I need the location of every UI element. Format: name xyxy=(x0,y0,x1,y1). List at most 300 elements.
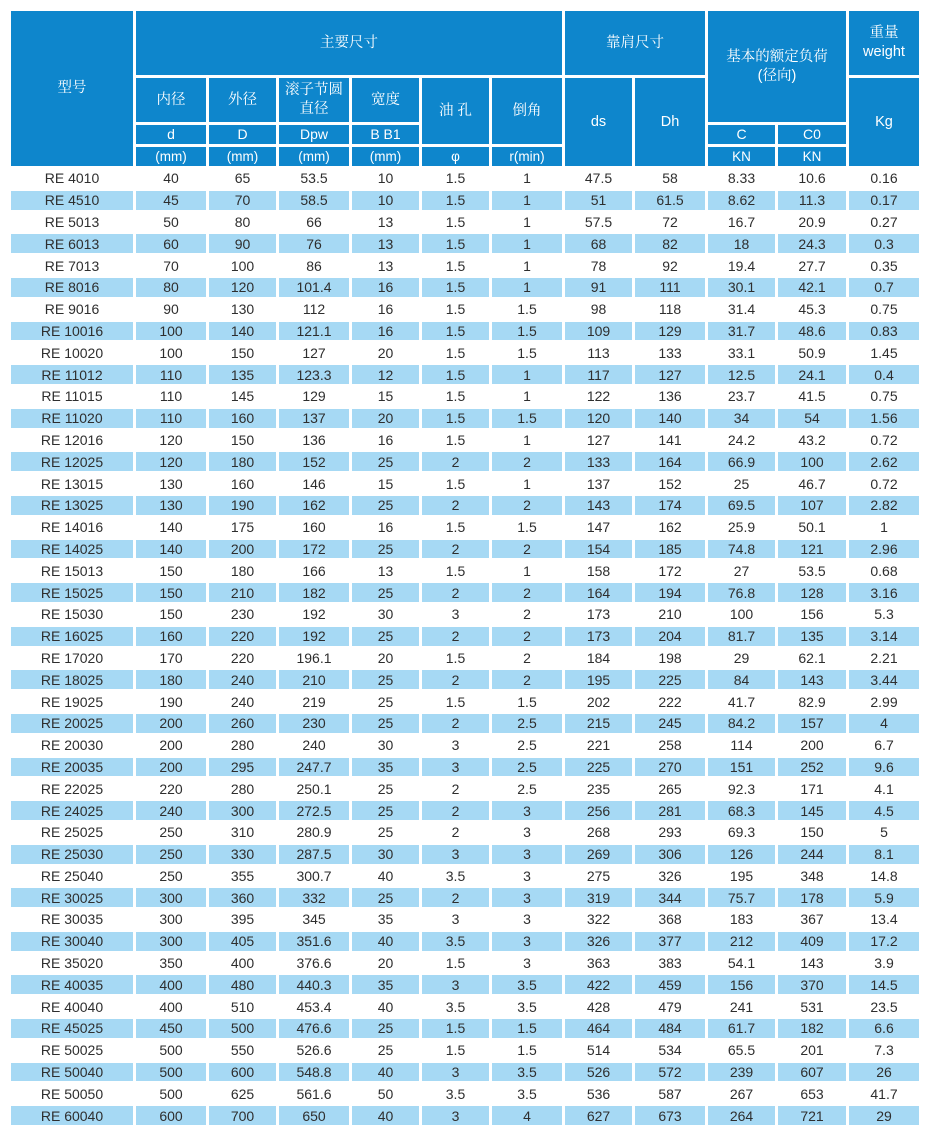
ds-cell: 68 xyxy=(565,234,632,253)
kg-cell: 3.14 xyxy=(849,627,919,646)
Dpw-cell: 272.5 xyxy=(279,801,349,820)
C0-cell: 252 xyxy=(778,758,846,777)
Dpw-cell: 192 xyxy=(302,606,326,623)
kg-cell: 4 xyxy=(849,714,919,733)
Dpw-cell: 127 xyxy=(302,344,326,361)
D-cell: 240 xyxy=(209,670,276,689)
table-row xyxy=(11,191,919,210)
kg-cell: 0.68 xyxy=(870,562,898,579)
model-cell: RE 25040 xyxy=(40,867,104,884)
rmin-cell: 1 xyxy=(523,170,531,187)
rmin-cell: 3 xyxy=(492,801,562,820)
C0-cell: 42.1 xyxy=(778,278,846,297)
C0-cell: 370 xyxy=(778,975,846,994)
model-cell: RE 4010 xyxy=(44,170,100,187)
phi-cell: 1.5 xyxy=(445,388,466,405)
BB1-cell: 25 xyxy=(377,824,394,841)
C-cell: 8.33 xyxy=(727,170,756,187)
kg-cell: 4.5 xyxy=(849,801,919,820)
col-group-rated-load xyxy=(708,11,846,122)
D-cell: 80 xyxy=(234,213,251,230)
ds-cell: 215 xyxy=(565,714,632,733)
Dpw-cell: 112 xyxy=(302,301,326,318)
model-cell: RE 20030 xyxy=(40,737,104,754)
d-cell: 40 xyxy=(163,170,179,187)
phi-cell: 2 xyxy=(422,583,489,602)
D-cell: 260 xyxy=(209,714,276,733)
col-header-width: 宽度 xyxy=(352,78,419,122)
C0-cell: 50.9 xyxy=(798,344,826,361)
Dpw-cell: 162 xyxy=(279,496,349,515)
d-cell: 300 xyxy=(136,888,206,907)
Dh-cell: 484 xyxy=(635,1019,705,1038)
C0-cell: 143 xyxy=(778,670,846,689)
C-cell: 212 xyxy=(708,932,775,951)
table-row xyxy=(11,474,919,493)
Dpw-cell: 548.8 xyxy=(279,1063,349,1082)
phi-cell: 2 xyxy=(422,714,489,733)
phi-cell: 3 xyxy=(422,845,489,864)
d-cell: 500 xyxy=(136,1063,206,1082)
d-cell: 150 xyxy=(159,606,183,623)
Dpw-cell: 561.6 xyxy=(296,1085,332,1102)
d-cell: 130 xyxy=(159,475,183,492)
Dpw-cell: 123.3 xyxy=(279,365,349,384)
model-cell: RE 30040 xyxy=(11,932,133,951)
rmin-cell: 4 xyxy=(492,1106,562,1125)
phi-cell: 1.5 xyxy=(422,1019,489,1038)
rmin-cell: 3 xyxy=(523,867,531,884)
rated-load-line2: (径向) xyxy=(757,67,797,84)
BB1-cell: 25 xyxy=(352,888,419,907)
model-cell: RE 60040 xyxy=(11,1106,133,1125)
rmin-cell: 1 xyxy=(492,191,562,210)
phi-cell: 3 xyxy=(422,975,489,994)
Dh-cell: 673 xyxy=(635,1106,705,1125)
Dh-cell: 82 xyxy=(635,234,705,253)
C0-cell: 244 xyxy=(778,845,846,864)
model-cell: RE 5013 xyxy=(44,213,100,230)
BB1-cell: 40 xyxy=(377,998,394,1015)
BB1-cell: 25 xyxy=(352,452,419,471)
BB1-cell: 12 xyxy=(352,365,419,384)
ds-cell: 514 xyxy=(586,1042,611,1059)
ds-cell: 202 xyxy=(586,693,611,710)
BB1-cell: 35 xyxy=(352,975,419,994)
Dh-cell: 225 xyxy=(635,670,705,689)
Dh-cell: 587 xyxy=(658,1085,682,1102)
Dh-cell: 118 xyxy=(658,301,682,318)
BB1-cell: 25 xyxy=(352,583,419,602)
BB1-cell: 30 xyxy=(377,606,394,623)
C-cell: 30.1 xyxy=(708,278,775,297)
Dpw-cell: 453.4 xyxy=(296,998,332,1015)
C-cell: 183 xyxy=(729,911,754,928)
Dpw-cell: 196.1 xyxy=(296,649,332,666)
d-cell: 250 xyxy=(136,845,206,864)
Dh-cell: 204 xyxy=(635,627,705,646)
BB1-cell: 13 xyxy=(377,213,394,230)
weight-label-cn: 重量 xyxy=(869,25,899,42)
table-row xyxy=(11,387,919,406)
d-cell: 110 xyxy=(159,388,183,405)
D-cell: 220 xyxy=(230,649,255,666)
model-cell: RE 16025 xyxy=(11,627,133,646)
phi-cell: 3.5 xyxy=(445,1085,466,1102)
C-cell: 100 xyxy=(729,606,754,623)
phi-cell: 3 xyxy=(451,911,460,928)
C0-cell: 171 xyxy=(800,780,824,797)
rmin-cell: 3.5 xyxy=(517,1085,537,1102)
D-cell: 150 xyxy=(230,431,255,448)
BB1-cell: 20 xyxy=(352,409,419,428)
Dh-cell: 61.5 xyxy=(635,191,705,210)
table-row xyxy=(11,1084,919,1103)
table-row xyxy=(11,670,919,689)
table-row xyxy=(11,1063,919,1082)
model-cell: RE 15030 xyxy=(40,606,104,623)
ds-cell: 173 xyxy=(586,606,611,623)
model-cell: RE 17020 xyxy=(40,649,104,666)
D-cell: 400 xyxy=(230,955,255,972)
Dpw-cell: 351.6 xyxy=(279,932,349,951)
model-cell: RE 10020 xyxy=(40,344,104,361)
rmin-cell: 3 xyxy=(492,888,562,907)
kg-cell: 0.75 xyxy=(870,388,898,405)
d-cell: 120 xyxy=(159,431,183,448)
d-cell: 45 xyxy=(136,191,206,210)
Dpw-cell: 332 xyxy=(279,888,349,907)
Dpw-cell: 121.1 xyxy=(279,322,349,341)
model-cell: RE 40035 xyxy=(11,975,133,994)
Dh-cell: 172 xyxy=(658,562,682,579)
Dpw-cell: 53.5 xyxy=(300,170,328,187)
rmin-cell: 2 xyxy=(492,627,562,646)
d-cell: 100 xyxy=(136,322,206,341)
rmin-cell: 1 xyxy=(523,257,531,274)
col-symbol-d: d xyxy=(136,125,206,144)
table-row xyxy=(11,365,919,384)
ds-cell: 133 xyxy=(565,452,632,471)
BB1-cell: 25 xyxy=(352,670,419,689)
ds-cell: 268 xyxy=(586,824,611,841)
C-cell: 18 xyxy=(708,234,775,253)
kg-cell: 2.82 xyxy=(849,496,919,515)
rmin-cell: 1.5 xyxy=(517,519,537,536)
bearing-spec-table xyxy=(8,8,922,1128)
phi-cell: 1.5 xyxy=(422,234,489,253)
rmin-cell: 2 xyxy=(523,606,531,623)
phi-cell: 3 xyxy=(451,737,460,754)
ds-cell: 322 xyxy=(586,911,611,928)
Dpw-cell: 287.5 xyxy=(279,845,349,864)
ds-cell: 51 xyxy=(565,191,632,210)
rmin-cell: 1 xyxy=(523,388,531,405)
phi-cell: 1.5 xyxy=(445,693,466,710)
phi-cell: 1.5 xyxy=(445,562,466,579)
C-cell: 31.7 xyxy=(708,322,775,341)
Dpw-cell: 440.3 xyxy=(279,975,349,994)
Dh-cell: 162 xyxy=(658,519,682,536)
Dh-cell: 127 xyxy=(635,365,705,384)
phi-cell: 3 xyxy=(451,606,460,623)
Dh-cell: 152 xyxy=(658,475,682,492)
BB1-cell: 13 xyxy=(377,257,394,274)
kg-cell: 9.6 xyxy=(849,758,919,777)
model-cell: RE 18025 xyxy=(11,670,133,689)
Dh-cell: 258 xyxy=(658,737,682,754)
Dh-cell: 198 xyxy=(658,649,682,666)
model-cell: RE 50050 xyxy=(40,1085,104,1102)
Dh-cell: 326 xyxy=(658,867,682,884)
col-header-inner-diameter: 内径 xyxy=(136,78,206,122)
table-row xyxy=(11,997,919,1016)
d-cell: 60 xyxy=(136,234,206,253)
table-row xyxy=(11,256,919,275)
C-cell: 126 xyxy=(708,845,775,864)
phi-cell: 1.5 xyxy=(445,301,466,318)
col-symbol-C0: C0 xyxy=(778,125,846,144)
rated-load-line1: 基本的额定负荷 xyxy=(726,48,828,65)
d-cell: 500 xyxy=(159,1085,183,1102)
C-cell: 81.7 xyxy=(708,627,775,646)
D-cell: 355 xyxy=(230,867,255,884)
D-cell: 240 xyxy=(230,693,255,710)
C0-cell: 653 xyxy=(800,1085,824,1102)
ds-cell: 184 xyxy=(586,649,611,666)
ds-cell: 363 xyxy=(586,955,611,972)
BB1-cell: 30 xyxy=(352,845,419,864)
table-row xyxy=(11,431,919,450)
kg-cell: 0.83 xyxy=(849,322,919,341)
phi-cell: 2 xyxy=(422,496,489,515)
table-row xyxy=(11,627,919,646)
rmin-cell: 1 xyxy=(523,562,531,579)
table-row xyxy=(11,975,919,994)
d-cell: 110 xyxy=(136,365,206,384)
d-cell: 200 xyxy=(136,714,206,733)
model-cell: RE 14016 xyxy=(40,519,104,536)
kg-cell: 0.4 xyxy=(849,365,919,384)
model-cell: RE 30035 xyxy=(40,911,104,928)
rmin-cell: 1 xyxy=(492,365,562,384)
D-cell: 130 xyxy=(230,301,255,318)
model-cell: RE 13015 xyxy=(40,475,104,492)
BB1-cell: 30 xyxy=(377,737,394,754)
table-row xyxy=(11,300,919,319)
ds-cell: 464 xyxy=(565,1019,632,1038)
kg-cell: 2.62 xyxy=(849,452,919,471)
table-row xyxy=(11,867,919,886)
Dh-cell: 306 xyxy=(635,845,705,864)
kg-cell: 1.56 xyxy=(849,409,919,428)
C-cell: 267 xyxy=(729,1085,754,1102)
Dh-cell: 129 xyxy=(635,322,705,341)
C-cell: 84.2 xyxy=(708,714,775,733)
BB1-cell: 16 xyxy=(377,519,394,536)
phi-cell: 2 xyxy=(422,627,489,646)
D-cell: 480 xyxy=(209,975,276,994)
D-cell: 65 xyxy=(234,170,251,187)
ds-cell: 158 xyxy=(586,562,611,579)
D-cell: 120 xyxy=(209,278,276,297)
BB1-cell: 25 xyxy=(377,780,394,797)
kg-cell: 0.72 xyxy=(870,475,898,492)
model-cell: RE 4510 xyxy=(11,191,133,210)
table-row xyxy=(11,714,919,733)
Dh-cell: 222 xyxy=(658,693,682,710)
D-cell: 280 xyxy=(230,737,255,754)
ds-cell: 117 xyxy=(565,365,632,384)
model-cell: RE 6013 xyxy=(11,234,133,253)
phi-cell: 3.5 xyxy=(445,998,466,1015)
table-row xyxy=(11,823,919,842)
phi-cell: 1.5 xyxy=(445,955,466,972)
phi-cell: 1.5 xyxy=(445,213,466,230)
Dpw-cell: 146 xyxy=(302,475,326,492)
kg-cell: 5.3 xyxy=(874,606,894,623)
phi-cell: 1.5 xyxy=(445,519,466,536)
C-cell: 61.7 xyxy=(708,1019,775,1038)
col-symbol-Dpw: Dpw xyxy=(279,125,349,144)
weight-label-en: weight xyxy=(863,44,905,60)
C0-cell: 200 xyxy=(800,737,824,754)
C-cell: 68.3 xyxy=(708,801,775,820)
ds-cell: 113 xyxy=(587,344,610,361)
table-row xyxy=(11,758,919,777)
BB1-cell: 25 xyxy=(352,627,419,646)
rmin-cell: 2 xyxy=(492,452,562,471)
C-cell: 66.9 xyxy=(708,452,775,471)
model-cell: RE 20035 xyxy=(11,758,133,777)
table-row xyxy=(11,561,919,580)
Dh-cell: 383 xyxy=(658,955,682,972)
Dpw-cell: 129 xyxy=(302,388,326,405)
table-row xyxy=(11,496,919,515)
col-header-chamfer: 倒角 xyxy=(492,78,562,144)
col-header-model: 型号 xyxy=(11,11,133,166)
C0-cell: 20.9 xyxy=(798,213,826,230)
d-cell: 450 xyxy=(136,1019,206,1038)
model-cell: RE 50040 xyxy=(11,1063,133,1082)
kg-cell: 0.27 xyxy=(870,213,898,230)
model-cell: RE 22025 xyxy=(40,780,104,797)
kg-cell: 23.5 xyxy=(870,998,898,1015)
table-row xyxy=(11,409,919,428)
BB1-cell: 25 xyxy=(352,714,419,733)
C-cell: 24.2 xyxy=(727,431,756,448)
rmin-cell: 3.5 xyxy=(517,998,537,1015)
model-cell: RE 25030 xyxy=(11,845,133,864)
Dh-cell: 265 xyxy=(658,780,682,797)
d-cell: 70 xyxy=(163,257,179,274)
model-cell: RE 11020 xyxy=(11,409,133,428)
C-cell: 156 xyxy=(708,975,775,994)
ds-cell: 173 xyxy=(565,627,632,646)
table-row xyxy=(11,1041,919,1060)
phi-cell: 3 xyxy=(422,1063,489,1082)
kg-cell: 1.45 xyxy=(870,344,898,361)
phi-cell: 2 xyxy=(422,670,489,689)
D-cell: 310 xyxy=(230,824,255,841)
Dpw-cell: 137 xyxy=(279,409,349,428)
BB1-cell: 40 xyxy=(352,932,419,951)
Dpw-cell: 58.5 xyxy=(279,191,349,210)
kg-cell: 1 xyxy=(880,519,888,536)
table-row xyxy=(11,169,919,188)
C-cell: 264 xyxy=(708,1106,775,1125)
d-cell: 300 xyxy=(136,932,206,951)
table-row xyxy=(11,278,919,297)
D-cell: 140 xyxy=(209,322,276,341)
Dh-cell: 72 xyxy=(662,213,678,230)
rmin-cell: 2.5 xyxy=(517,737,537,754)
Dpw-cell: 240 xyxy=(302,737,326,754)
unit-rmin: r(min) xyxy=(492,147,562,166)
D-cell: 360 xyxy=(209,888,276,907)
phi-cell: 2 xyxy=(422,888,489,907)
D-cell: 190 xyxy=(209,496,276,515)
rmin-cell: 3 xyxy=(523,824,531,841)
d-cell: 150 xyxy=(159,562,183,579)
rmin-cell: 1.5 xyxy=(492,1019,562,1038)
Dh-cell: 111 xyxy=(635,278,705,297)
C0-cell: 121 xyxy=(778,540,846,559)
d-cell: 300 xyxy=(159,911,183,928)
C0-cell: 100 xyxy=(778,452,846,471)
kg-cell: 17.2 xyxy=(849,932,919,951)
BB1-cell: 13 xyxy=(352,234,419,253)
d-cell: 190 xyxy=(159,693,183,710)
col-group-main-dimensions: 主要尺寸 xyxy=(136,11,562,75)
ds-cell: 91 xyxy=(565,278,632,297)
table-row xyxy=(11,322,919,341)
ds-cell: 98 xyxy=(590,301,607,318)
table-row xyxy=(11,1019,919,1038)
table-row xyxy=(11,910,919,929)
d-cell: 500 xyxy=(159,1042,183,1059)
col-header-outer-diameter: 外径 xyxy=(209,78,276,122)
table-row xyxy=(11,932,919,951)
phi-cell: 2 xyxy=(451,824,460,841)
kg-cell: 6.7 xyxy=(874,737,894,754)
Dh-cell: 344 xyxy=(635,888,705,907)
kg-cell: 0.7 xyxy=(849,278,919,297)
model-cell: RE 15013 xyxy=(40,562,104,579)
d-cell: 350 xyxy=(159,955,183,972)
rmin-cell: 2 xyxy=(492,496,562,515)
rmin-cell: 3.5 xyxy=(492,975,562,994)
table-row xyxy=(11,888,919,907)
unit-phi: φ xyxy=(422,147,489,166)
model-cell: RE 11015 xyxy=(41,388,103,405)
C-cell: 239 xyxy=(708,1063,775,1082)
d-cell: 400 xyxy=(136,975,206,994)
rmin-cell: 2.5 xyxy=(517,780,537,797)
table-row xyxy=(11,692,919,711)
kg-cell: 0.16 xyxy=(870,170,898,187)
D-cell: 145 xyxy=(230,388,255,405)
ds-cell: 57.5 xyxy=(584,213,613,230)
Dpw-cell: 76 xyxy=(279,234,349,253)
ds-cell: 143 xyxy=(565,496,632,515)
BB1-cell: 16 xyxy=(377,431,394,448)
BB1-cell: 35 xyxy=(377,911,394,928)
ds-cell: 627 xyxy=(565,1106,632,1125)
D-cell: 135 xyxy=(209,365,276,384)
model-cell: RE 40040 xyxy=(40,998,104,1015)
unit-mm-Dpw: (mm) xyxy=(279,147,349,166)
